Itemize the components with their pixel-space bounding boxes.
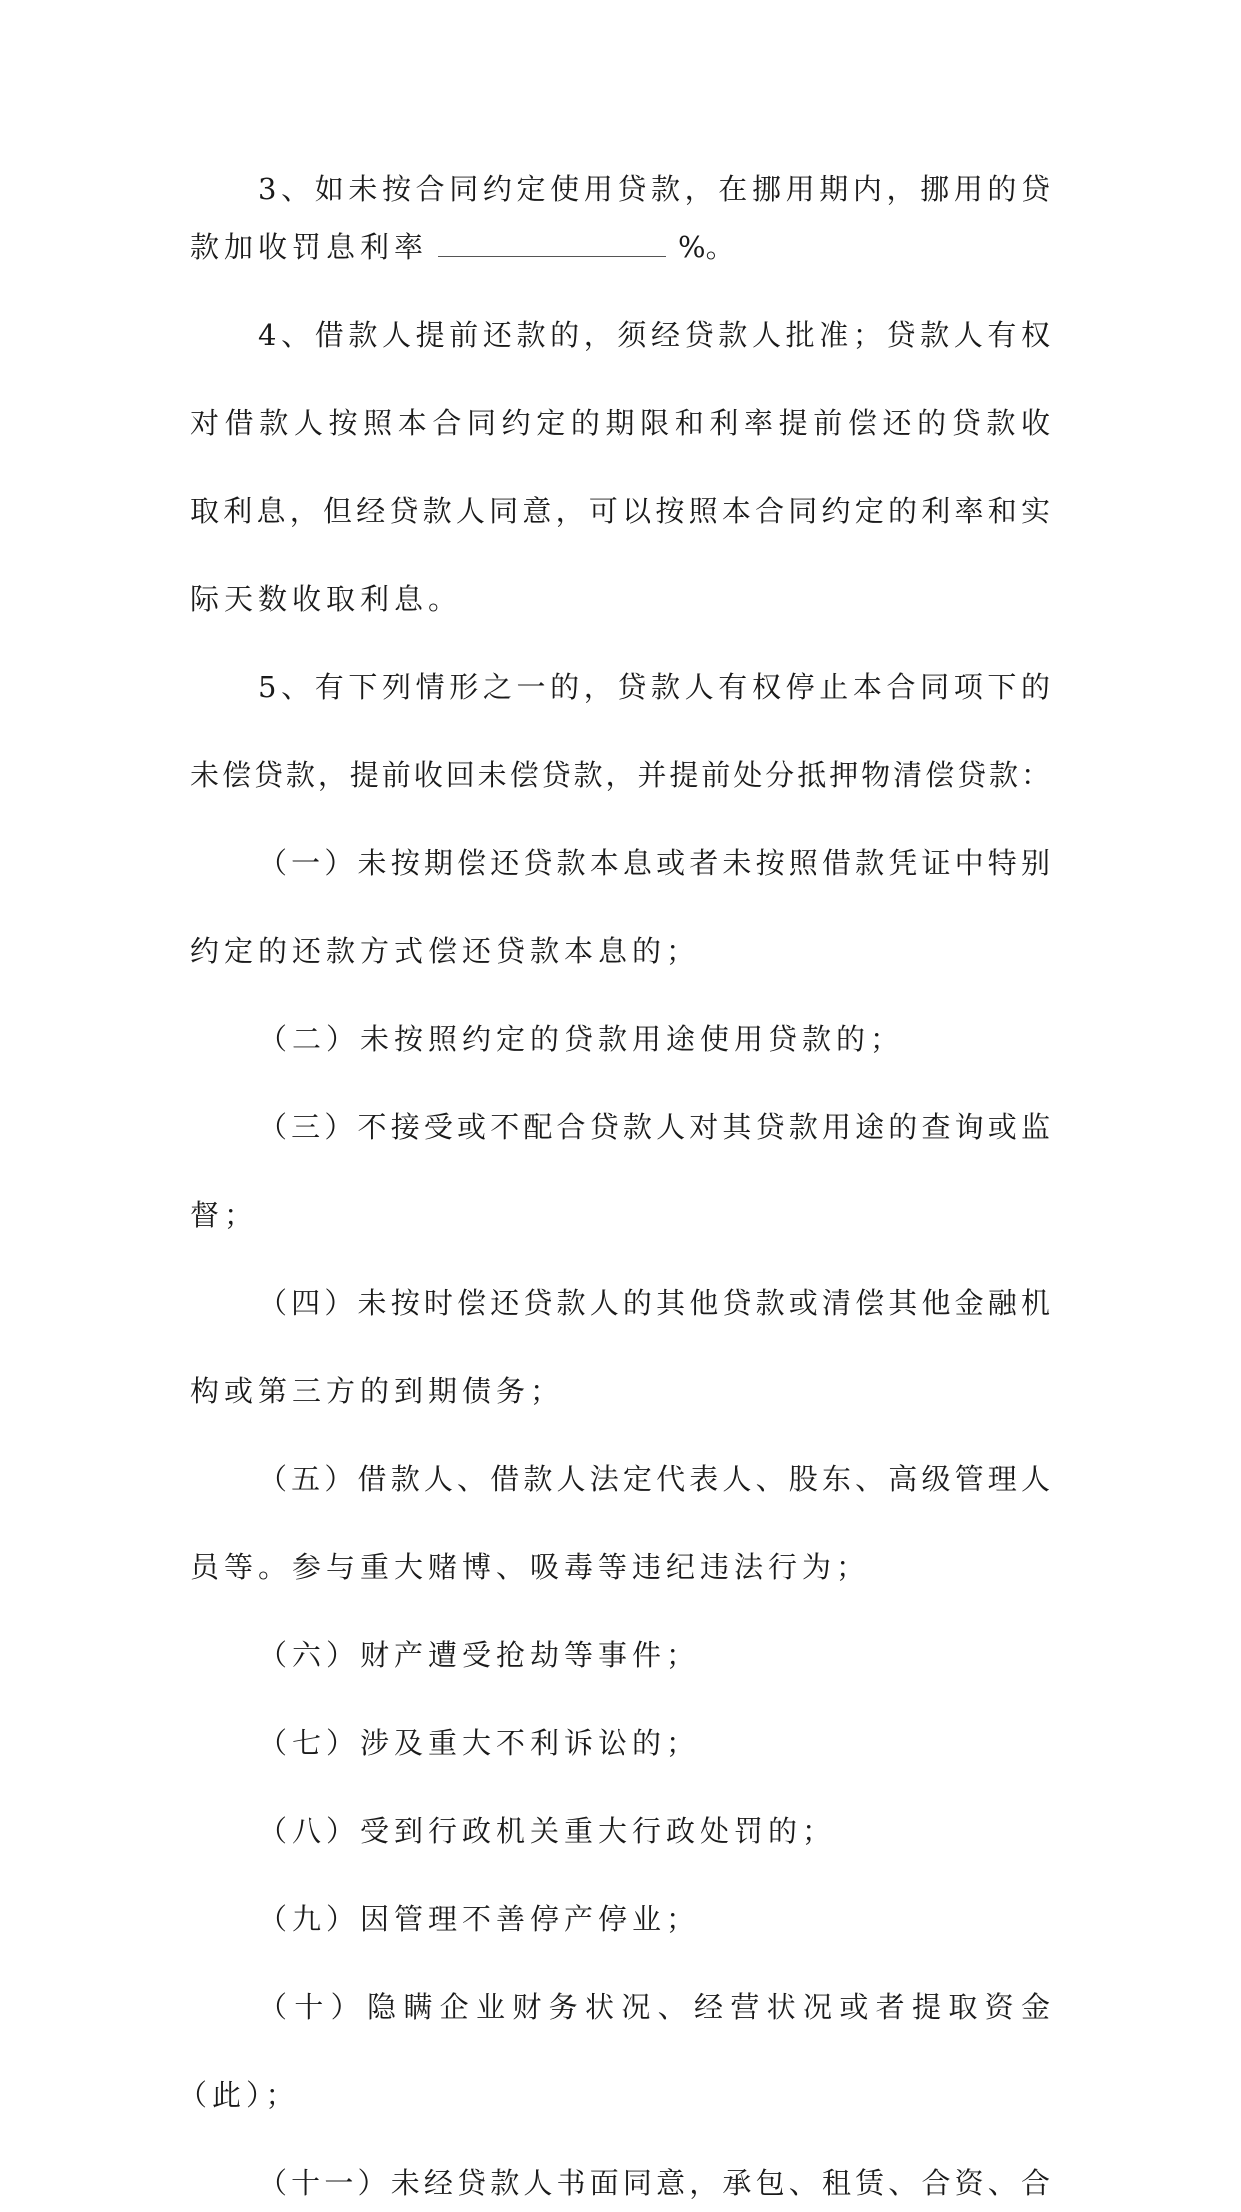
item-5-line-1: （五）借款人、借款人法定代表人、股东、高级管理人	[258, 1462, 1050, 1496]
item-5-line-2: 员等。参与重大赌博、吸毒等违纪违法行为；	[190, 1550, 871, 1584]
clause-5-line-1: 5、有下列情形之一的，贷款人有权停止本合同项下的	[258, 670, 1050, 704]
clause-4-line-3: 取利息，但经贷款人同意，可以按照本合同约定的利率和实	[190, 494, 1050, 528]
item-4-line-1: （四）未按时偿还贷款人的其他贷款或清偿其他金融机	[258, 1286, 1050, 1320]
item-9: （九）因管理不善停产停业；	[258, 1902, 701, 1936]
item-6: （六）财产遭受抢劫等事件；	[258, 1638, 701, 1672]
item-7: （七）涉及重大不利诉讼的；	[258, 1726, 701, 1760]
clause-3-line-1: 3、如未按合同约定使用贷款，在挪用期内，挪用的贷	[258, 172, 1050, 206]
clause-5-line-2: 未偿贷款，提前收回未偿贷款，并提前处分抵押物清偿贷款：	[190, 758, 1050, 792]
clause-3-line-2: 款加收罚息利率 %。	[190, 230, 735, 264]
item-11-line-1: （十一）未经贷款人书面同意，承包、租赁、合资、合	[258, 2166, 1050, 2200]
clause-4-line-2: 对借款人按照本合同约定的期限和利率提前偿还的贷款收	[190, 406, 1050, 440]
clause-4-line-1: 4、借款人提前还款的，须经贷款人批准；贷款人有权	[258, 318, 1050, 352]
item-10-line-2: （此）；	[178, 2078, 300, 2112]
contract-text	[178, 160, 1050, 2212]
item-3-line-1: （三）不接受或不配合贷款人对其贷款用途的查询或监	[258, 1110, 1050, 1144]
penalty-rate-blank[interactable]	[438, 230, 666, 257]
item-8: （八）受到行政机关重大行政处罚的；	[258, 1814, 837, 1848]
item-1-line-1: （一）未按期偿还贷款本息或者未按照借款凭证中特别	[258, 846, 1050, 880]
item-2: （二）未按照约定的贷款用途使用贷款的；	[258, 1022, 905, 1056]
item-3-line-2: 督；	[190, 1198, 259, 1232]
item-10-line-1: （十）隐瞒企业财务状况、经营状况或者提取资金	[258, 1990, 1050, 2024]
clause-4-line-4: 际天数收取利息。	[190, 582, 463, 616]
item-4-line-2: 构或第三方的到期债务；	[190, 1374, 565, 1408]
item-1-line-2: 约定的还款方式偿还贷款本息的；	[190, 934, 701, 968]
